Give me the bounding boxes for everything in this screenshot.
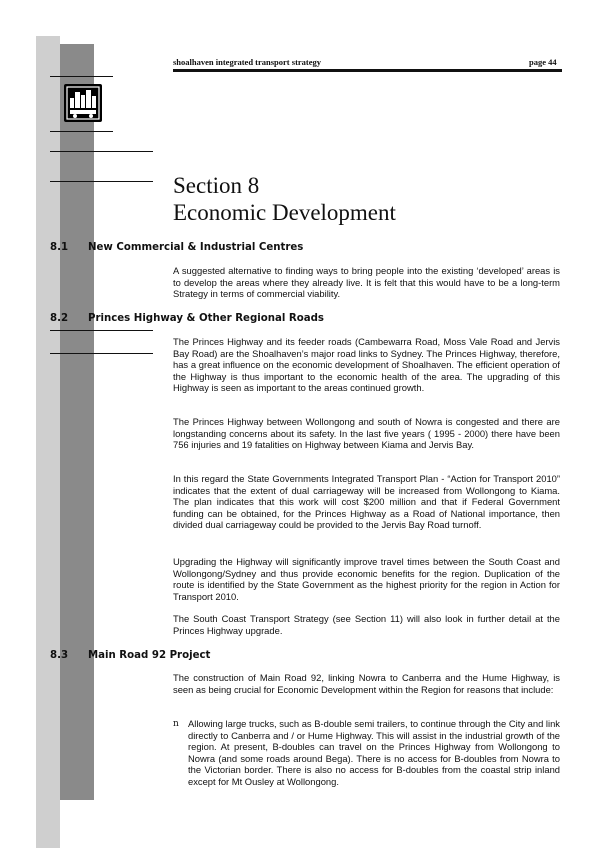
city-transport-icon [64, 84, 102, 122]
paragraph: The Princes Highway and its feeder roads (Cambewarra Road, Moss Vale Road and Jervis Bay Road) are the Shoalhaven’s major road links to Sydney. The Princes Highway, therefore, has a great influence on the economic development of Shoalhaven. The efficient operation of the Highway is thus important to the economic health of the area. The upgrading of this Highway is seen as important to the areas continued growth. [173, 336, 560, 393]
subsection-title: Main Road 92 Project [88, 650, 211, 661]
document-title: shoalhaven integrated transport strategy [173, 57, 322, 67]
logo-rule-top [50, 76, 113, 77]
header-rule [173, 69, 562, 72]
margin-bar-dark [60, 44, 94, 800]
paragraph: The construction of Main Road 92, linking Nowra to Canberra and the Hume Highway, is seen as being crucial for Economic Development within the Region for reasons that include: [173, 672, 560, 695]
paragraph: The South Coast Transport Strategy (see Section 11) will also look in further detail at the Princes Highway upgrade. [173, 613, 560, 636]
margin-bar-light [36, 36, 60, 848]
paragraph: Upgrading the Highway will significantly improve travel times between the South Coast and Wollongong/Sydney and thus provide economic benefits for the region. Duplication of the route is identified by the State Government as the highest priority for the region in Action for Transport 2010. [173, 556, 560, 602]
logo-rule-bottom [50, 131, 113, 132]
subsection-heading [50, 313, 570, 324]
section-rule-2 [50, 181, 153, 182]
section-rule-1 [50, 151, 153, 152]
subsection-number: 8.2 [50, 313, 69, 324]
section-name: Economic Development [173, 200, 396, 225]
subsection-heading [50, 242, 570, 253]
section-number: Section 8 [173, 173, 260, 198]
subsection-rule-bottom [50, 353, 153, 354]
bullet-item: Allowing large trucks, such as B-double semi trailers, to continue through the City and link directly to Canberra and / or Hume Highway. This will assist in the industrial growth of the region. At present, B-doubles can travel on the Princes Highway from Wollongong to Nowra (and some roads around Bega). There is no access for B-doubles from Nowra to the Victorian border. There is also no access for B-doubles from the coastal strip inland except for Mt Ousley at Wollongong. [188, 718, 560, 787]
subsection-number: 8.3 [50, 650, 69, 661]
bullet-marker: n [173, 719, 179, 729]
subsection-title: New Commercial & Industrial Centres [88, 242, 304, 253]
subsection-rule-top [50, 330, 153, 331]
subsection-title: Princes Highway & Other Regional Roads [88, 313, 324, 324]
paragraph: A suggested alternative to finding ways to bring people into the existing ‘developed’ areas is to develop the areas where they already live. It is felt that this would have to be a long-term Strategy in terms of commercial viability. [173, 265, 560, 299]
subsection-heading [50, 650, 570, 661]
subsection-number: 8.1 [50, 242, 69, 253]
paragraph: In this regard the State Governments Integrated Transport Plan - “Action for Transport 2010” indicates that the extent of dual carriageway will be increased from Wollongong to Kiama. The plan indicates that this work will cost $200 million and that if Federal Government funding can be obtained, for the Princes Highway as a Road of National importance, then divided dual carriageway could be provided to the Jervis Bay Road turnoff. [173, 473, 560, 530]
paragraph: The Princes Highway between Wollongong and south of Nowra is congested and there are longstanding concerns about its safety. In the last five years ( 1995 - 2000) there have been 756 injuries and 19 fatalities on Highway between Kiama and Jervis Bay. [173, 416, 560, 450]
section-title [173, 172, 396, 226]
page-number: page 44 [529, 57, 557, 67]
